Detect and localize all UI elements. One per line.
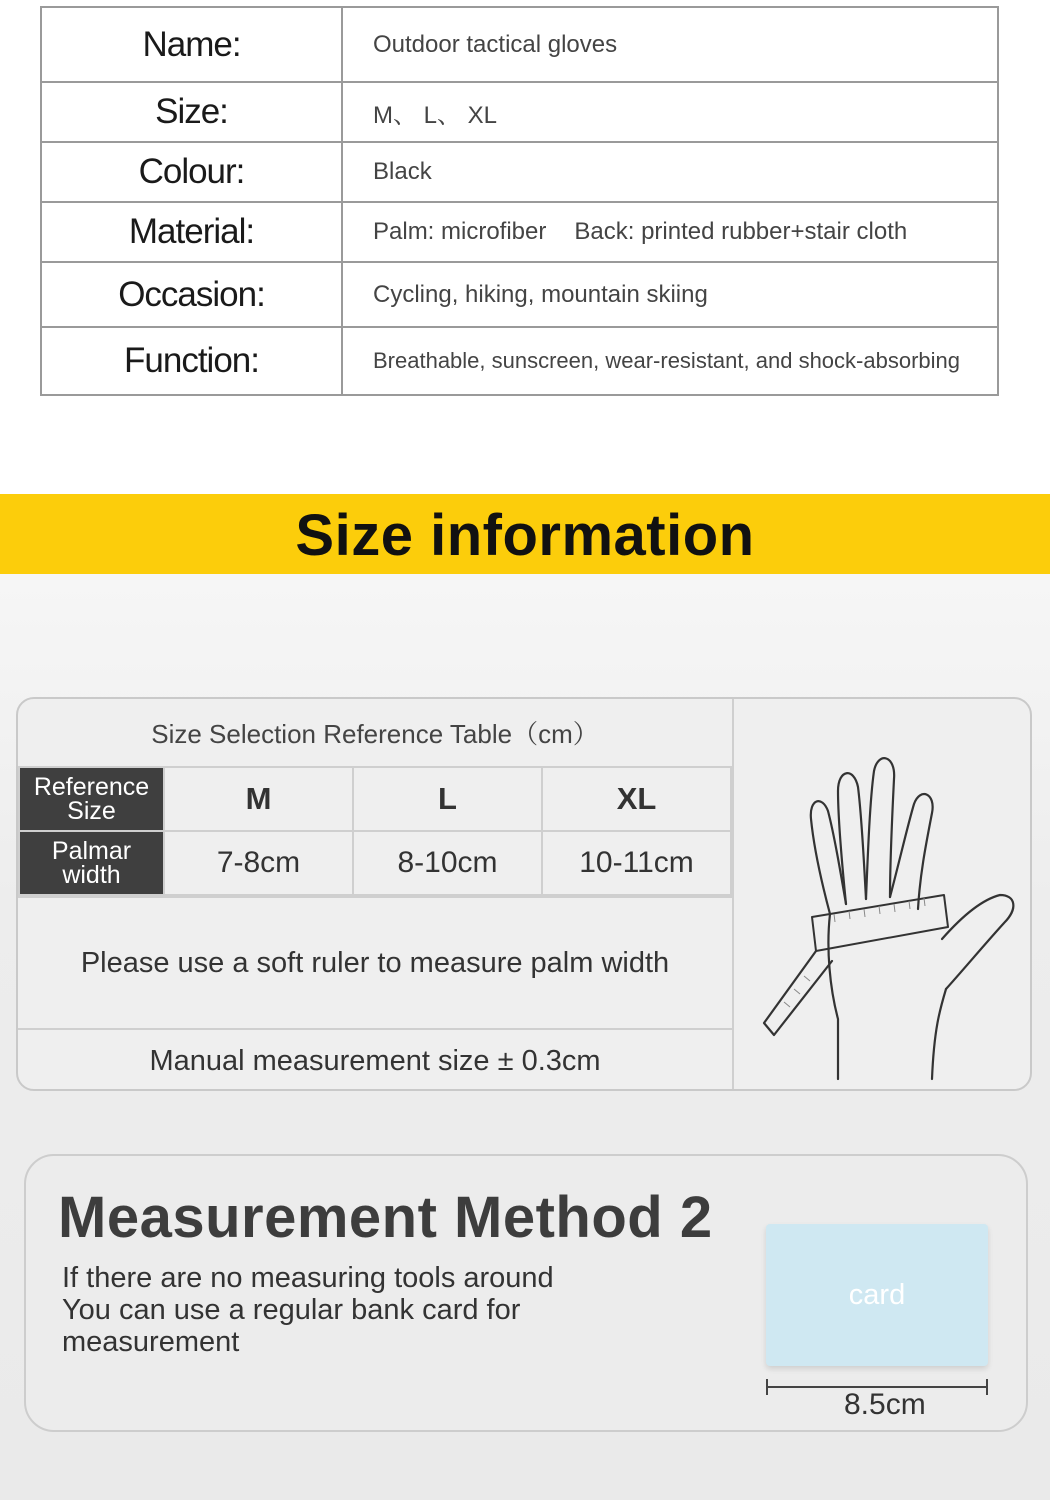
spec-key: Name: (41, 7, 342, 82)
material-back: Back: printed rubber+stair cloth (574, 218, 908, 245)
spec-row-function (41, 327, 998, 395)
method-description: If there are no measuring tools around You can use a regular bank card for measurement (62, 1262, 554, 1358)
method-title: Measurement Method 2 (58, 1185, 713, 1250)
spec-value: Breathable, sunscreen, wear-resistant, and shock-absorbing (342, 327, 998, 395)
palm-width-row (19, 831, 731, 895)
palmar-width-header: Palmar width (19, 831, 164, 895)
ruler-tick (986, 1379, 988, 1395)
bank-card-illustration: card (766, 1224, 988, 1366)
card-width-label: 8.5cm (844, 1388, 926, 1421)
size-cell: M (164, 767, 353, 831)
size-reference-card (16, 697, 1032, 1091)
reference-size-header: Reference Size (19, 767, 164, 831)
width-cell: 10-11cm (542, 831, 731, 895)
width-cell: 7-8cm (164, 831, 353, 895)
spec-key: Function: (41, 327, 342, 395)
spec-value (342, 202, 998, 262)
size-grid (18, 766, 732, 896)
measure-note: Please use a soft ruler to measure palm width (18, 896, 732, 1030)
hand-icon (734, 699, 1032, 1091)
spec-value: M、 L、 XL (342, 82, 998, 142)
spec-row-material (41, 202, 998, 262)
spec-row-occasion (41, 262, 998, 327)
spec-row-size (41, 82, 998, 142)
ruler-tick (766, 1379, 768, 1395)
spec-table (40, 6, 999, 396)
size-row (19, 767, 731, 831)
measurement-method-card (24, 1154, 1028, 1432)
size-information-banner: Size information (0, 494, 1050, 574)
spec-row-name (41, 7, 998, 82)
spec-value: Black (342, 142, 998, 202)
spec-value: Cycling, hiking, mountain skiing (342, 262, 998, 327)
size-panel (0, 574, 1050, 1500)
spec-value: Outdoor tactical gloves (342, 7, 998, 82)
spec-key: Occasion: (41, 262, 342, 327)
spec-row-colour (41, 142, 998, 202)
size-cell: L (353, 767, 542, 831)
size-table-caption: Size Selection Reference Table（cm） (151, 719, 599, 749)
width-cell: 8-10cm (353, 831, 542, 895)
size-cell: XL (542, 767, 731, 831)
spec-key: Size: (41, 82, 342, 142)
tolerance-note: Manual measurement size ± 0.3cm (149, 1045, 601, 1077)
spec-key: Material: (41, 202, 342, 262)
hand-measurement-illustration (734, 699, 1032, 1091)
spec-key: Colour: (41, 142, 342, 202)
material-palm: Palm: microfiber (373, 218, 547, 245)
